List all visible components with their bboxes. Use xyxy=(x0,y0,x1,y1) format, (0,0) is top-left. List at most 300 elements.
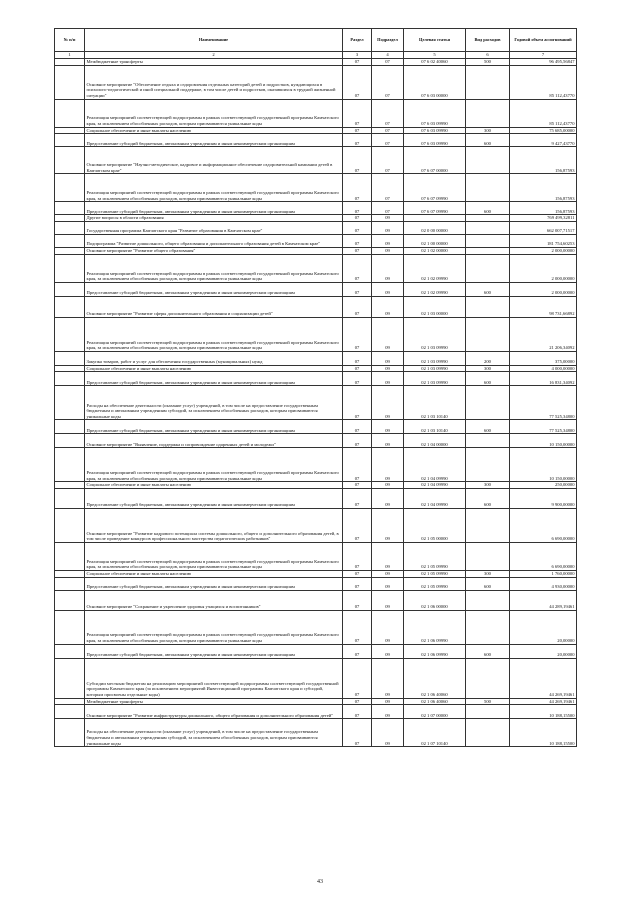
podrazdel-cell: 09 xyxy=(372,234,404,247)
name-cell: Социальное обеспечение и иные выплаты населению xyxy=(85,127,343,134)
amount-cell: 21 206,34092 xyxy=(510,317,577,351)
podrazdel-cell: 09 xyxy=(372,317,404,351)
name-cell: Основное мероприятие "Развитие сферы дополнительного образования и социализации детей" xyxy=(85,296,343,317)
podrazdel-cell: 07 xyxy=(372,59,404,66)
razdel-cell: 07 xyxy=(343,99,372,127)
column-number: 6 xyxy=(466,52,510,59)
vid-cell: 600 xyxy=(466,134,510,147)
num-cell xyxy=(55,134,85,147)
target-cell: 07 6 07 09990 xyxy=(404,174,466,202)
table-row xyxy=(55,127,577,134)
razdel-cell: 07 xyxy=(343,386,372,420)
num-cell xyxy=(55,698,85,705)
vid-cell xyxy=(466,221,510,234)
num-cell xyxy=(55,372,85,386)
vid-cell xyxy=(466,174,510,202)
name-cell: Предоставление субсидий бюджетным, автономным учреждениям и иным некоммерческим организациям xyxy=(85,202,343,215)
target-cell: 02 1 00 00000 xyxy=(404,234,466,247)
amount-cell: 156,87593 xyxy=(510,202,577,215)
num-cell xyxy=(55,482,85,489)
table-row xyxy=(55,247,577,254)
num-cell xyxy=(55,420,85,434)
target-cell: 02 1 03 09990 xyxy=(404,365,466,372)
header-cell: Подраздел xyxy=(372,29,404,52)
amount-cell: 10 150,00000 xyxy=(510,448,577,482)
razdel-cell: 07 xyxy=(343,705,372,719)
amount-cell: 16 831,34092 xyxy=(510,372,577,386)
table-row xyxy=(55,215,577,222)
table-row xyxy=(55,420,577,434)
vid-cell xyxy=(466,590,510,610)
amount-cell: 10 150,00000 xyxy=(510,434,577,448)
amount-cell: 662 007,71517 xyxy=(510,221,577,234)
vid-cell xyxy=(466,99,510,127)
podrazdel-cell: 07 xyxy=(372,202,404,215)
amount-cell: 44 269,19461 xyxy=(510,698,577,705)
amount-cell: 44 289,19461 xyxy=(510,590,577,610)
vid-cell: 600 xyxy=(466,202,510,215)
vid-cell xyxy=(466,705,510,719)
num-cell xyxy=(55,174,85,202)
num-cell xyxy=(55,508,85,542)
table-row xyxy=(55,365,577,372)
vid-cell xyxy=(466,254,510,282)
name-cell: Основное мероприятие "Выявление, поддержка и сопровождение одаренных детей и молодежи" xyxy=(85,434,343,448)
header-cell: Годовой объем ассигнований xyxy=(510,29,577,52)
podrazdel-cell: 09 xyxy=(372,372,404,386)
name-cell: Предоставление субсидий бюджетным, автономным учреждениям и иным некоммерческим организациям xyxy=(85,420,343,434)
target-cell: 02 1 03 09990 xyxy=(404,372,466,386)
razdel-cell: 07 xyxy=(343,202,372,215)
name-cell: Субсидии местным бюджетам на реализацию мероприятий соответствующей подпрограммы соответствующей государственной программы Камчатского края (за исключением мероприятий Инвестиционной программы Камчатского края и субсидий, которым присвоены отдельные коды) xyxy=(85,658,343,698)
table-row xyxy=(55,508,577,542)
num-cell xyxy=(55,705,85,719)
podrazdel-cell: 09 xyxy=(372,351,404,365)
podrazdel-cell: 09 xyxy=(372,488,404,508)
table-row xyxy=(55,698,577,705)
razdel-cell: 07 xyxy=(343,147,372,174)
vid-cell: 600 xyxy=(466,488,510,508)
table-row xyxy=(55,434,577,448)
num-cell xyxy=(55,147,85,174)
target-cell: 02 1 06 00000 xyxy=(404,590,466,610)
vid-cell: 600 xyxy=(466,644,510,658)
name-cell: Реализация мероприятий соответствующей подпрограммы в рамках соответствующей государственной программы Камчатского края, за исключением обособленных расходов, которым присваиваются уникальные коды xyxy=(85,610,343,644)
name-cell: Государственная программа Камчатского края "Развитие образования в Камчатском крае" xyxy=(85,221,343,234)
vid-cell: 600 xyxy=(466,372,510,386)
name-cell: Межбюджетные трансферты xyxy=(85,59,343,66)
vid-cell xyxy=(466,317,510,351)
target-cell: 07 6 03 09990 xyxy=(404,127,466,134)
amount-cell: 1 760,00000 xyxy=(510,570,577,577)
amount-cell: 20,00000 xyxy=(510,644,577,658)
target-cell: 02 1 06 40060 xyxy=(404,658,466,698)
num-cell xyxy=(55,202,85,215)
razdel-cell: 07 xyxy=(343,365,372,372)
name-cell: Реализация мероприятий соответствующей подпрограммы в рамках соответствующей государственной программы Камчатского края, за исключением обособленных расходов, которым присваиваются уникальные коды xyxy=(85,254,343,282)
amount-cell: 44 269,19461 xyxy=(510,658,577,698)
podrazdel-cell: 09 xyxy=(372,698,404,705)
column-number: 1 xyxy=(55,52,85,59)
amount-cell: 2 000,00000 xyxy=(510,254,577,282)
name-cell: Расходы на обеспечение деятельности (оказание услуг) учреждений, в том числе на предоставление государственным бюджетным и автономным учреждениям субсидий, за исключением обособленных расходов, которым присваиваются уникальные коды xyxy=(85,386,343,420)
podrazdel-cell: 09 xyxy=(372,386,404,420)
num-cell xyxy=(55,644,85,658)
column-number: 7 xyxy=(510,52,577,59)
table-row xyxy=(55,658,577,698)
table-row xyxy=(55,590,577,610)
name-cell: Реализация мероприятий соответствующей подпрограммы в рамках соответствующей государственной программы Камчатского края, за исключением обособленных расходов, которым присваиваются уникальные коды xyxy=(85,174,343,202)
razdel-cell: 07 xyxy=(343,719,372,747)
table-row xyxy=(55,282,577,296)
amount-cell: 2 000,00000 xyxy=(510,247,577,254)
name-cell: Основное мероприятие "Развитие инфраструктуры дошкольного, общего образования и дополнительного образования детей" xyxy=(85,705,343,719)
amount-cell: 6 690,00000 xyxy=(510,542,577,570)
name-cell: Реализация мероприятий соответствующей подпрограммы в рамках соответствующей государственной программы Камчатского края, за исключением обособленных расходов, которым присваиваются уникальные коды xyxy=(85,448,343,482)
target-cell: 02 1 04 09990 xyxy=(404,448,466,482)
num-cell xyxy=(55,658,85,698)
header-cell: Целевая статья xyxy=(404,29,466,52)
razdel-cell: 07 xyxy=(343,570,372,577)
target-cell: 02 1 04 00000 xyxy=(404,434,466,448)
razdel-cell: 07 xyxy=(343,317,372,351)
vid-cell: 500 xyxy=(466,59,510,66)
podrazdel-cell: 09 xyxy=(372,705,404,719)
vid-cell xyxy=(466,448,510,482)
name-cell: Основное мероприятие "Развитие общего образования" xyxy=(85,247,343,254)
column-number: 4 xyxy=(372,52,404,59)
amount-cell: 10 188,15500 xyxy=(510,705,577,719)
target-cell: 02 1 04 09990 xyxy=(404,488,466,508)
target-cell: 02 1 05 09990 xyxy=(404,577,466,590)
num-cell xyxy=(55,254,85,282)
razdel-cell: 07 xyxy=(343,221,372,234)
name-cell: Расходы на обеспечение деятельности (оказание услуг) учреждений, в том числе на предоставление государственным бюджетным и автономным учреждениям субсидий, за исключением обособленных расходов, которым присваиваются уникальные коды xyxy=(85,719,343,747)
table-row xyxy=(55,570,577,577)
table-row xyxy=(55,134,577,147)
table-row xyxy=(55,234,577,247)
name-cell: Подпрограмма "Развитие дошкольного, общего образования и дополнительного образования детей в Камчатском крае" xyxy=(85,234,343,247)
razdel-cell: 07 xyxy=(343,215,372,222)
name-cell: Предоставление субсидий бюджетным, автономным учреждениям и иным некоммерческим организациям xyxy=(85,488,343,508)
target-cell: 02 1 06 09990 xyxy=(404,644,466,658)
num-cell xyxy=(55,65,85,99)
table-row xyxy=(55,59,577,66)
podrazdel-cell: 09 xyxy=(372,482,404,489)
vid-cell xyxy=(466,508,510,542)
podrazdel-cell: 07 xyxy=(372,127,404,134)
num-cell xyxy=(55,542,85,570)
podrazdel-cell: 09 xyxy=(372,542,404,570)
razdel-cell: 07 xyxy=(343,134,372,147)
table-row xyxy=(55,577,577,590)
table-row xyxy=(55,719,577,747)
num-cell xyxy=(55,488,85,508)
table-row xyxy=(55,482,577,489)
podrazdel-cell: 09 xyxy=(372,610,404,644)
target-cell: 02 1 04 09990 xyxy=(404,482,466,489)
podrazdel-cell: 07 xyxy=(372,174,404,202)
amount-cell: 156,87593 xyxy=(510,147,577,174)
vid-cell xyxy=(466,247,510,254)
amount-cell: 20,00000 xyxy=(510,610,577,644)
target-cell: 02 1 07 00000 xyxy=(404,705,466,719)
razdel-cell: 07 xyxy=(343,254,372,282)
razdel-cell: 07 xyxy=(343,59,372,66)
vid-cell: 600 xyxy=(466,577,510,590)
name-cell: Предоставление субсидий бюджетным, автономным учреждениям и иным некоммерческим организациям xyxy=(85,577,343,590)
target-cell: 07 6 03 00000 xyxy=(404,65,466,99)
razdel-cell: 07 xyxy=(343,351,372,365)
target-cell: 07 6 03 09990 xyxy=(404,99,466,127)
razdel-cell: 07 xyxy=(343,488,372,508)
name-cell: Предоставление субсидий бюджетным, автономным учреждениям и иным некоммерческим организациям xyxy=(85,372,343,386)
num-cell xyxy=(55,386,85,420)
razdel-cell: 07 xyxy=(343,542,372,570)
amount-cell: 181 754,60253 xyxy=(510,234,577,247)
amount-cell: 375,00000 xyxy=(510,351,577,365)
target-cell: 07 6 03 09990 xyxy=(404,134,466,147)
num-cell xyxy=(55,296,85,317)
table-row xyxy=(55,386,577,420)
num-cell xyxy=(55,570,85,577)
amount-cell: 77 525,34800 xyxy=(510,420,577,434)
target-cell: 02 1 03 09990 xyxy=(404,317,466,351)
name-cell: Реализация мероприятий соответствующей подпрограммы в рамках соответствующей государственной программы Камчатского края, за исключением обособленных расходов, которым присваиваются уникальные коды xyxy=(85,542,343,570)
table-row xyxy=(55,221,577,234)
podrazdel-cell: 09 xyxy=(372,590,404,610)
amount-cell: 2 000,00000 xyxy=(510,282,577,296)
podrazdel-cell: 09 xyxy=(372,282,404,296)
name-cell: Другие вопросы в области образования xyxy=(85,215,343,222)
num-cell xyxy=(55,448,85,482)
vid-cell: 300 xyxy=(466,482,510,489)
podrazdel-cell: 09 xyxy=(372,658,404,698)
podrazdel-cell: 09 xyxy=(372,719,404,747)
table-header-row xyxy=(55,29,577,52)
razdel-cell: 07 xyxy=(343,296,372,317)
table-row xyxy=(55,254,577,282)
target-cell: 02 1 03 10140 xyxy=(404,420,466,434)
table-row xyxy=(55,99,577,127)
razdel-cell: 07 xyxy=(343,420,372,434)
num-cell xyxy=(55,610,85,644)
name-cell: Основное мероприятие "Обеспечение отдыха и оздоровления отдельных категорий детей и подростков, нуждающихся в психолого-педагогической и иной специальной поддержке, в том числе детей и подростков, оказавшихся в трудной жизненной ситуации" xyxy=(85,65,343,99)
target-cell: 02 1 02 09990 xyxy=(404,254,466,282)
razdel-cell: 07 xyxy=(343,482,372,489)
amount-cell: 9 427,43770 xyxy=(510,134,577,147)
budget-table-sheet xyxy=(54,28,576,747)
num-cell xyxy=(55,215,85,222)
vid-cell xyxy=(466,386,510,420)
target-cell: 02 1 05 00000 xyxy=(404,508,466,542)
name-cell: Реализация мероприятий соответствующей подпрограммы в рамках соответствующей государственной программы Камчатского края, за исключением обособленных расходов, которым присваиваются уникальные коды xyxy=(85,317,343,351)
amount-cell: 85 112,43770 xyxy=(510,99,577,127)
vid-cell xyxy=(466,719,510,747)
name-cell: Основное мероприятие "Сохранение и укрепление здоровья учащихся и воспитанников" xyxy=(85,590,343,610)
table-row xyxy=(55,448,577,482)
razdel-cell: 07 xyxy=(343,508,372,542)
razdel-cell: 07 xyxy=(343,658,372,698)
column-number: 2 xyxy=(85,52,343,59)
table-row xyxy=(55,317,577,351)
razdel-cell: 07 xyxy=(343,698,372,705)
podrazdel-cell: 09 xyxy=(372,448,404,482)
podrazdel-cell: 09 xyxy=(372,254,404,282)
razdel-cell: 07 xyxy=(343,577,372,590)
name-cell: Социальное обеспечение и иные выплаты населению xyxy=(85,365,343,372)
target-cell: 07 6 07 00000 xyxy=(404,147,466,174)
name-cell: Социальное обеспечение и иные выплаты населению xyxy=(85,570,343,577)
podrazdel-cell: 09 xyxy=(372,508,404,542)
razdel-cell: 07 xyxy=(343,372,372,386)
vid-cell xyxy=(466,65,510,99)
amount-cell: 85 112,43770 xyxy=(510,65,577,99)
table-row xyxy=(55,488,577,508)
target-cell: 02 1 05 09990 xyxy=(404,570,466,577)
name-cell: Предоставление субсидий бюджетным, автономным учреждениям и иным некоммерческим организациям xyxy=(85,134,343,147)
podrazdel-cell: 07 xyxy=(372,99,404,127)
vid-cell: 200 xyxy=(466,351,510,365)
target-cell: 02 1 03 10140 xyxy=(404,386,466,420)
name-cell: Предоставление субсидий бюджетным, автономным учреждениям и иным некоммерческим организациям xyxy=(85,282,343,296)
header-cell: Наименование xyxy=(85,29,343,52)
table-row xyxy=(55,542,577,570)
amount-cell: 9 900,00000 xyxy=(510,488,577,508)
razdel-cell: 07 xyxy=(343,247,372,254)
name-cell: Межбюджетные трансферты xyxy=(85,698,343,705)
podrazdel-cell: 09 xyxy=(372,365,404,372)
num-cell xyxy=(55,719,85,747)
target-cell: 02 1 03 00000 xyxy=(404,296,466,317)
num-cell xyxy=(55,59,85,66)
num-cell xyxy=(55,365,85,372)
razdel-cell: 07 xyxy=(343,644,372,658)
table-row xyxy=(55,174,577,202)
num-cell xyxy=(55,247,85,254)
table-row xyxy=(55,351,577,365)
razdel-cell: 07 xyxy=(343,434,372,448)
amount-cell: 4 000,00000 xyxy=(510,365,577,372)
podrazdel-cell: 07 xyxy=(372,134,404,147)
table-body xyxy=(55,59,577,747)
name-cell: Социальное обеспечение и иные выплаты населению xyxy=(85,482,343,489)
num-cell xyxy=(55,577,85,590)
num-cell xyxy=(55,590,85,610)
header-cell: № п/п xyxy=(55,29,85,52)
podrazdel-cell: 09 xyxy=(372,296,404,317)
target-cell: 02 1 06 40060 xyxy=(404,698,466,705)
table-row xyxy=(55,202,577,215)
podrazdel-cell: 09 xyxy=(372,644,404,658)
target-cell: 02 1 05 09990 xyxy=(404,542,466,570)
num-cell xyxy=(55,282,85,296)
vid-cell: 600 xyxy=(466,282,510,296)
razdel-cell: 07 xyxy=(343,174,372,202)
header-cell: Вид расходов xyxy=(466,29,510,52)
razdel-cell: 07 xyxy=(343,610,372,644)
table-row xyxy=(55,147,577,174)
num-cell xyxy=(55,99,85,127)
target-cell: 02 1 02 09990 xyxy=(404,282,466,296)
podrazdel-cell: 07 xyxy=(372,147,404,174)
target-cell: 02 1 07 10140 xyxy=(404,719,466,747)
name-cell: Предоставление субсидий бюджетным, автономным учреждениям и иным некоммерческим организациям xyxy=(85,644,343,658)
page-number: 43 xyxy=(317,879,323,885)
vid-cell: 300 xyxy=(466,365,510,372)
target-cell: 07 6 07 09990 xyxy=(404,202,466,215)
column-number-row xyxy=(55,52,577,59)
table-row xyxy=(55,705,577,719)
amount-cell: 4 930,00000 xyxy=(510,577,577,590)
target-cell: 02 1 06 09990 xyxy=(404,610,466,644)
table-row xyxy=(55,644,577,658)
podrazdel-cell: 09 xyxy=(372,420,404,434)
num-cell xyxy=(55,434,85,448)
name-cell: Закупка товаров, работ и услуг для обеспечения государственных (муниципальных) нужд xyxy=(85,351,343,365)
amount-cell: 96 495,56847 xyxy=(510,59,577,66)
num-cell xyxy=(55,221,85,234)
podrazdel-cell: 09 xyxy=(372,247,404,254)
target-cell: 02 1 02 00000 xyxy=(404,247,466,254)
podrazdel-cell: 09 xyxy=(372,434,404,448)
num-cell xyxy=(55,127,85,134)
razdel-cell: 07 xyxy=(343,234,372,247)
name-cell: Основное мероприятие "Научно-методическое, кадровое и информационное обеспечение оздоровительной кампании детей в Камчатском крае" xyxy=(85,147,343,174)
num-cell xyxy=(55,317,85,351)
table-row xyxy=(55,296,577,317)
amount-cell: 98 731,66892 xyxy=(510,296,577,317)
amount-cell: 250,00000 xyxy=(510,482,577,489)
table-row xyxy=(55,65,577,99)
name-cell: Основное мероприятие "Развитие кадрового потенциала системы дошкольного, общего и дополнительного образования детей, в том числе проведение конкурсов профессионального мастерства педагогических работников" xyxy=(85,508,343,542)
vid-cell xyxy=(466,658,510,698)
column-number: 3 xyxy=(343,52,372,59)
vid-cell: 600 xyxy=(466,420,510,434)
target-cell: 02 0 00 00000 xyxy=(404,221,466,234)
razdel-cell: 07 xyxy=(343,127,372,134)
header-cell: Раздел xyxy=(343,29,372,52)
amount-cell: 156,87593 xyxy=(510,174,577,202)
vid-cell xyxy=(466,234,510,247)
num-cell xyxy=(55,351,85,365)
amount-cell: 10 188,15500 xyxy=(510,719,577,747)
podrazdel-cell: 07 xyxy=(372,65,404,99)
target-cell: 07 6 02 40060 xyxy=(404,59,466,66)
vid-cell xyxy=(466,215,510,222)
vid-cell xyxy=(466,296,510,317)
vid-cell: 300 xyxy=(466,127,510,134)
amount-cell: 6 690,00000 xyxy=(510,508,577,542)
num-cell xyxy=(55,234,85,247)
vid-cell xyxy=(466,610,510,644)
vid-cell: 300 xyxy=(466,570,510,577)
column-number: 5 xyxy=(404,52,466,59)
vid-cell: 500 xyxy=(466,698,510,705)
target-cell xyxy=(404,215,466,222)
amount-cell: 769 499,32811 xyxy=(510,215,577,222)
amount-cell: 77 525,34800 xyxy=(510,386,577,420)
table-row xyxy=(55,610,577,644)
vid-cell xyxy=(466,434,510,448)
vid-cell xyxy=(466,542,510,570)
budget-table xyxy=(54,28,577,747)
razdel-cell: 07 xyxy=(343,282,372,296)
razdel-cell: 07 xyxy=(343,590,372,610)
target-cell: 02 1 03 09990 xyxy=(404,351,466,365)
vid-cell xyxy=(466,147,510,174)
razdel-cell: 07 xyxy=(343,448,372,482)
